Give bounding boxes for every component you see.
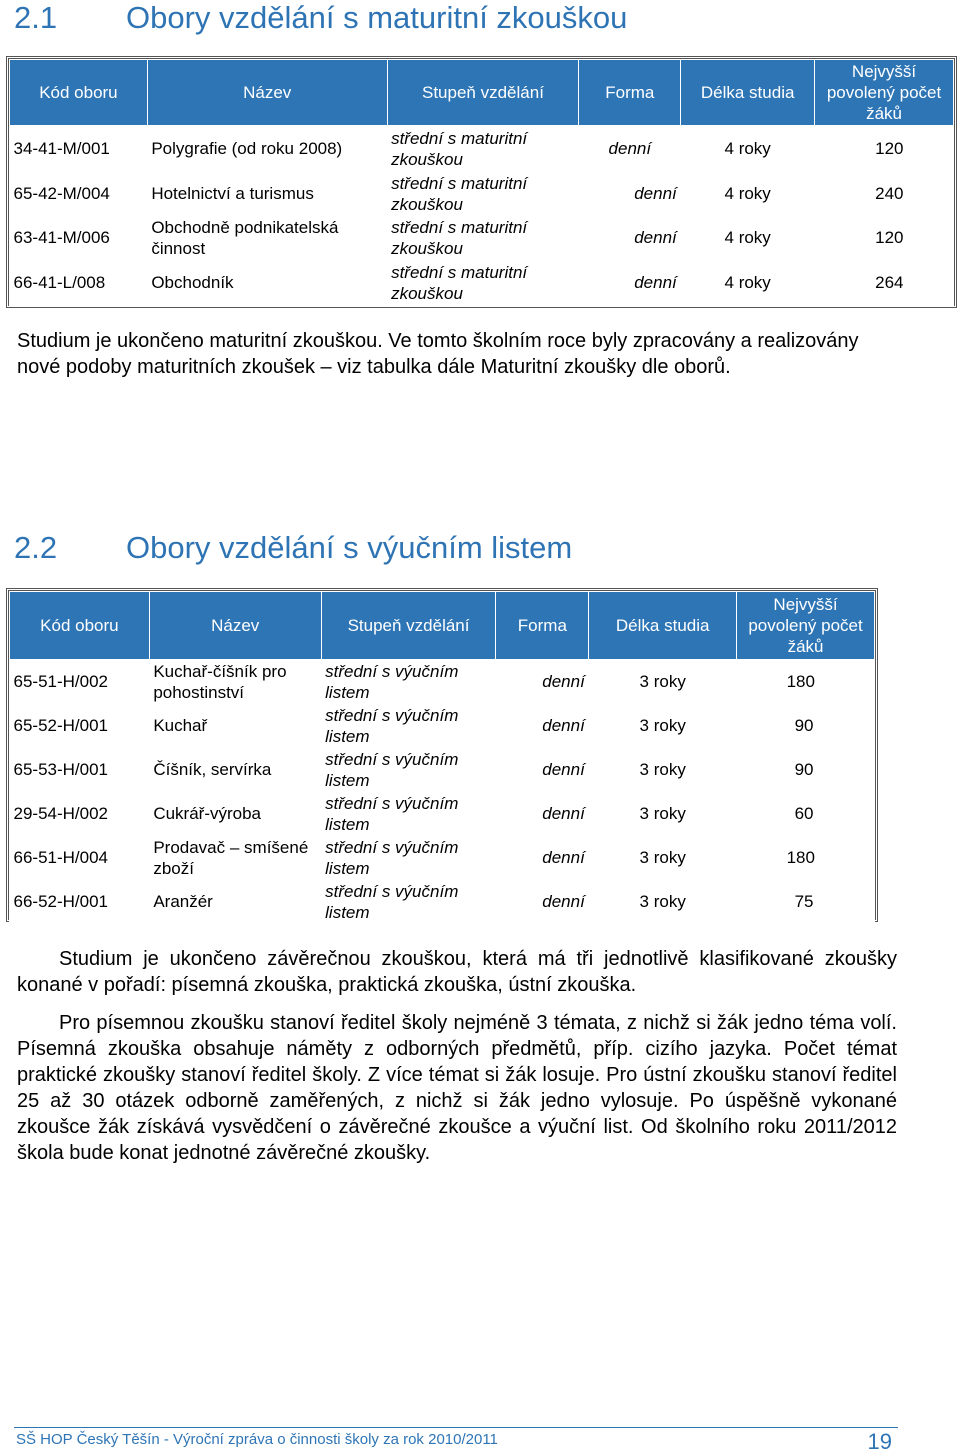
cell-max: 75 xyxy=(794,892,814,911)
table-maturita xyxy=(6,56,957,308)
header-name: Název xyxy=(147,60,387,126)
cell-max: 90 xyxy=(794,716,814,735)
cell-max: 120 xyxy=(875,228,904,247)
cell-form: denní xyxy=(634,228,677,247)
table-row xyxy=(10,172,954,216)
cell-max: 240 xyxy=(875,184,904,203)
cell-code: 65-42-M/004 xyxy=(13,184,110,203)
table-row xyxy=(10,216,954,260)
cell-name: Obchodník xyxy=(151,273,234,292)
paragraph-maturita: Studium je ukončeno maturitní zkouškou. Ve tomto školním roce byly zpracovány a realizovány nové podoby maturitních zkoušek – viz tabulka dále Maturitní zkoušky dle oborů. xyxy=(17,330,859,378)
cell-name: Obchodně podnikatelská činnost xyxy=(151,217,339,258)
cell-length: 4 roky xyxy=(724,273,771,292)
cell-code: 34-41-M/001 xyxy=(13,139,110,159)
cell-name: Hotelnictví a turismus xyxy=(151,184,314,203)
cell-name: Polygrafie (od roku 2008) xyxy=(151,139,343,159)
section-heading-2-1 xyxy=(14,0,627,36)
header-form: Forma xyxy=(496,592,589,660)
cell-form: denní xyxy=(542,804,585,823)
header-name: Název xyxy=(149,592,321,660)
cell-max: 60 xyxy=(794,804,814,823)
section-number: 2.1 xyxy=(14,0,58,35)
cell-level: střední s maturitní zkouškou xyxy=(391,128,528,169)
cell-code: 65-51-H/002 xyxy=(13,672,109,692)
cell-max: 180 xyxy=(786,848,815,867)
cell-form: denní xyxy=(542,716,585,735)
cell-code: 65-52-H/001 xyxy=(13,716,109,735)
cell-length: 3 roky xyxy=(639,892,686,911)
cell-level: střední s výučním listem xyxy=(325,881,459,922)
header-length: Délka studia xyxy=(681,60,815,126)
header-length: Délka studia xyxy=(589,592,737,660)
cell-code: 66-52-H/001 xyxy=(13,892,109,911)
cell-length: 3 roky xyxy=(639,716,686,735)
section-number: 2.2 xyxy=(14,530,58,565)
cell-max: 90 xyxy=(794,760,814,779)
cell-level: střední s výučním listem xyxy=(325,661,459,702)
cell-name: Aranžér xyxy=(153,892,213,911)
footer-text: SŠ HOP Český Těšín - Výroční zpráva o činnosti školy za rok 2010/2011 xyxy=(16,1431,498,1448)
cell-name: Kuchař xyxy=(153,716,208,735)
table-row xyxy=(10,748,875,792)
cell-length: 3 roky xyxy=(639,672,686,692)
cell-max: 180 xyxy=(786,672,815,692)
cell-length: 4 roky xyxy=(724,139,771,159)
cell-max: 264 xyxy=(875,273,904,292)
table-row xyxy=(10,126,954,172)
cell-form: denní xyxy=(542,760,585,779)
header-code: Kód oboru xyxy=(10,592,150,660)
table-header-row xyxy=(10,60,954,126)
page-footer xyxy=(14,1427,898,1451)
header-max: Nejvyšší povolený počet žáků xyxy=(815,60,954,126)
table-row xyxy=(10,836,875,880)
cell-level: střední s maturitní zkouškou xyxy=(391,262,528,303)
cell-level: střední s maturitní zkouškou xyxy=(391,173,528,214)
paragraph-exam-details: Pro písemnou zkoušku stanoví ředitel školy nejméně 3 témata, z nichž si žák jedno téma volí. Písemná zkouška obsahuje náměty z odborných předmětů, příp. cizího jazyka. Počet témat praktické zkoušky stanoví ředitel školy. Z více témat si žák losuje. Pro ústní zkoušku stanoví ředitel 25 až 30 otázek odborně zaměřených, z nichž si žák jedno vylosuje. Po úspěšně vykonané zkoušce žák získává vysvědčení o závěrečné zkoušce a výuční list. Od školního roku 2011/2012 škola bude konat jednotné závěrečné zkoušky. xyxy=(17,1012,897,1164)
table-row xyxy=(10,704,875,748)
cell-code: 63-41-M/006 xyxy=(13,228,110,247)
cell-length: 4 roky xyxy=(724,228,771,247)
cell-length: 3 roky xyxy=(639,760,686,779)
header-max: Nejvyšší povolený počet žáků xyxy=(737,592,875,660)
cell-code: 65-53-H/001 xyxy=(13,760,109,779)
cell-form: denní xyxy=(542,892,585,911)
cell-form: denní xyxy=(542,848,585,867)
cell-level: střední s výučním listem xyxy=(325,705,459,746)
cell-level: střední s výučním listem xyxy=(325,837,459,878)
table-row xyxy=(10,260,954,306)
section-title: Obory vzdělání s maturitní zkouškou xyxy=(126,0,628,35)
cell-form: denní xyxy=(608,139,652,159)
cell-level: střední s výučním listem xyxy=(325,749,459,790)
cell-level: střední s maturitní zkouškou xyxy=(391,217,528,258)
cell-max: 120 xyxy=(875,139,904,159)
cell-level: střední s výučním listem xyxy=(325,793,459,834)
cell-name: Cukrář-výroba xyxy=(153,804,262,823)
cell-code: 66-41-L/008 xyxy=(13,273,106,292)
header-form: Forma xyxy=(579,60,681,126)
cell-length: 3 roky xyxy=(639,804,686,823)
cell-form: denní xyxy=(634,273,677,292)
section-heading-2-2 xyxy=(14,530,572,566)
table-header-row xyxy=(10,592,875,660)
header-code: Kód oboru xyxy=(10,60,148,126)
cell-name: Kuchař-číšník pro pohostinství xyxy=(153,661,287,702)
cell-code: 66-51-H/004 xyxy=(13,848,109,867)
table-vyucni-list xyxy=(6,588,878,922)
cell-form: denní xyxy=(542,672,585,692)
cell-code: 29-54-H/002 xyxy=(13,804,109,823)
table-row xyxy=(10,660,875,704)
header-level: Stupeň vzdělání xyxy=(387,60,579,126)
cell-form: denní xyxy=(634,184,677,203)
table-row xyxy=(10,792,875,836)
section-title: Obory vzdělání s výučním listem xyxy=(126,530,573,565)
cell-name: Číšník, servírka xyxy=(153,760,272,779)
header-level: Stupeň vzdělání xyxy=(321,592,496,660)
paragraph-final-exam: Studium je ukončeno závěrečnou zkouškou, která má tři jednotlivě klasifikované zkoušky konané v pořadí: písemná zkouška, praktická zkouška, ústní zkouška. xyxy=(17,948,897,996)
table-row xyxy=(10,880,875,924)
cell-length: 4 roky xyxy=(724,184,771,203)
cell-name: Prodavač – smíšené zboží xyxy=(153,837,309,878)
page-number: 19 xyxy=(867,1429,892,1451)
cell-length: 3 roky xyxy=(639,848,686,867)
